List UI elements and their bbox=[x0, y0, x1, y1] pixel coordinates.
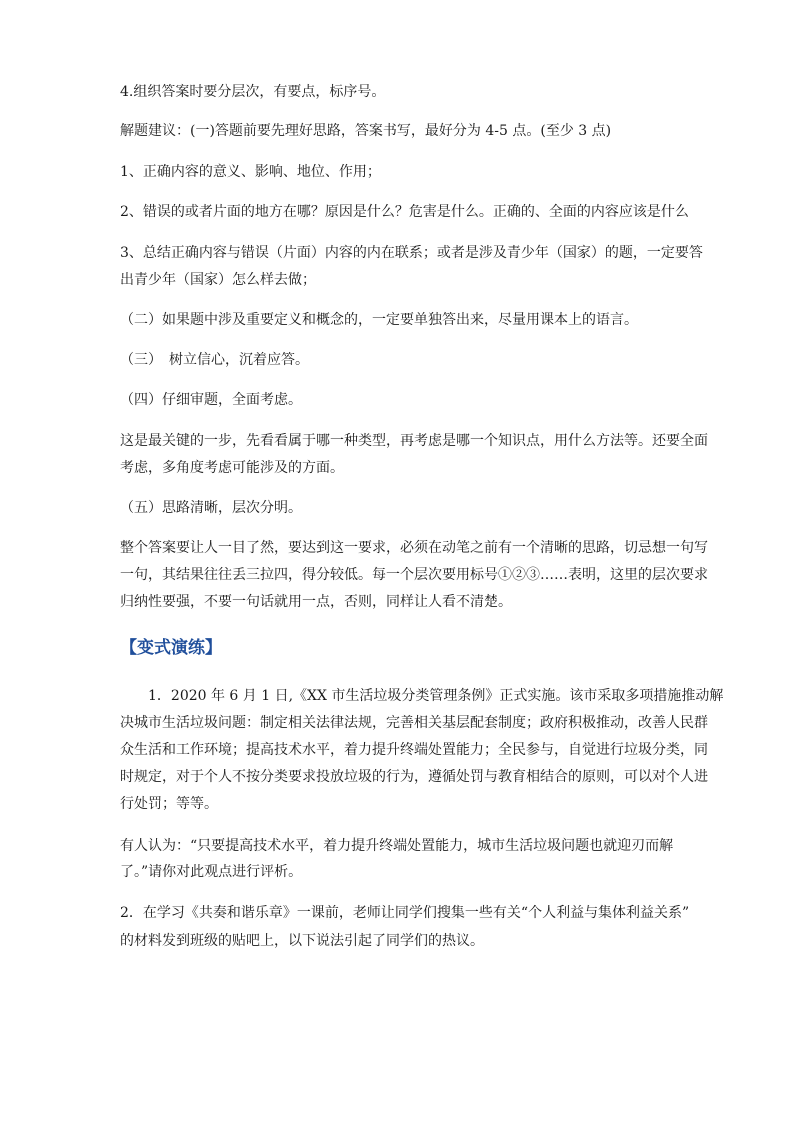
text-line: 这是最关键的一步，先看看属于哪一种类型，再考虑是哪一个知识点，用什么方法等。还要全面 bbox=[120, 433, 708, 449]
text-line: 归纳性要强，不要一句话就用一点，否则，同样让人看不清楚。 bbox=[120, 594, 512, 610]
text-line: 出青少年（国家）怎么样去做； bbox=[120, 272, 316, 288]
text-line: 的材料发到班级的贴吧上，以下说法引起了同学们的热议。 bbox=[120, 933, 484, 949]
text-line: 解题建议：(一)答题前要先理好思路，答案书写，最好分为 4-5 点。(至少 3 点) bbox=[120, 123, 612, 139]
text-line: 3、总结正确内容与错误（片面）内容的内在联系；或者是涉及青少年（国家）的题，一定要答 bbox=[120, 245, 703, 261]
text-line: （五）思路清晰，层次分明。 bbox=[120, 500, 302, 516]
text-line: 有人认为：“只要提高技术水平，着力提升终端处置能力，城市生活垃圾问题也就迎刃而解 bbox=[120, 838, 674, 854]
text-line: 1、正确内容的意义、影响、地位、作用； bbox=[120, 164, 381, 180]
text-line: 时规定，对于个人不按分类要求投放垃圾的行为，遵循处罚与教育相结合的原则，可以对个人进 bbox=[120, 769, 708, 785]
text-line: （二）如果题中涉及重要定义和概念的，一定要单独答出来，尽量用课本上的语言。 bbox=[120, 312, 638, 328]
text-line: （四）仔细审题，全面考虑。 bbox=[120, 392, 302, 408]
text-line: 众生活和工作环境；提高技术水平，着力提升终端处置能力；全民参与，自觉进行垃圾分类，同 bbox=[120, 742, 708, 758]
text-line: 1．2020 年 6 月 1 日,《XX 市生活垃圾分类管理条例》正式实施。该市采取多项措施推动解 bbox=[148, 688, 724, 704]
text-line: 决城市生活垃圾问题：制定相关法律法规，完善相关基层配套制度；政府积极推动，改善人民群 bbox=[120, 715, 708, 731]
text-line: 2、错误的或者片面的地方在哪？原因是什么？危害是什么。正确的、全面的内容应该是什么 bbox=[120, 204, 689, 220]
section-heading: 【变式演练】 bbox=[120, 638, 222, 658]
text-line: 4.组织答案时要分层次，有要点，标序号。 bbox=[120, 84, 386, 100]
text-line: 了。”请你对此观点进行评析。 bbox=[120, 864, 303, 880]
text-line: 行处罚；等等。 bbox=[120, 796, 218, 812]
text-line: 考虑，多角度考虑可能涉及的方面。 bbox=[120, 460, 344, 476]
text-line: 整个答案要让人一目了然，要达到这一要求，必须在动笔之前有一个清晰的思路，切忌想一句写 bbox=[120, 540, 708, 556]
text-line: 2．在学习《共奏和谐乐章》一课前，老师让同学们搜集一些有关“个人利益与集体利益关系” bbox=[120, 905, 690, 921]
text-line: 一句，其结果往往丢三拉四，得分较低。每一个层次要用标号①②③……表明，这里的层次要求 bbox=[120, 567, 708, 583]
text-line: （三） 树立信心，沉着应答。 bbox=[120, 352, 309, 368]
